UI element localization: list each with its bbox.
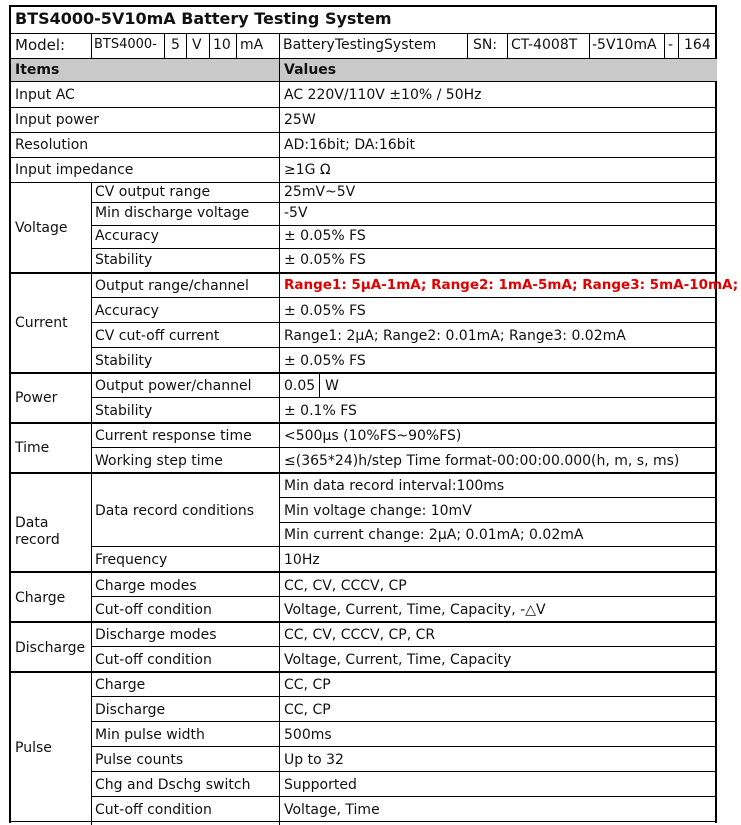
param-label: Pulse counts: [95, 752, 184, 768]
header-values: Values: [284, 62, 337, 78]
sn-spec: -5V10mA: [592, 37, 657, 53]
param-value: CC, CP: [284, 677, 331, 693]
item-label: Resolution: [15, 137, 89, 153]
param-value: Voltage, Time: [284, 802, 380, 818]
page-title: BTS4000-5V10mA Battery Testing System: [15, 9, 392, 28]
model-label: Model:: [15, 36, 66, 54]
param-value: Supported: [284, 777, 357, 793]
param-value: Min current change: 2μA; 0.01mA; 0.02mA: [284, 527, 584, 543]
param-value: CC, CP: [284, 702, 331, 718]
sn-label: SN:: [473, 37, 498, 53]
sn-dash: -: [668, 37, 674, 53]
sn-channels: 164: [684, 37, 711, 53]
group-label-power: Power: [15, 390, 58, 406]
model-system-name: BatteryTestingSystem: [283, 37, 437, 53]
param-value: 10Hz: [284, 552, 320, 568]
param-value: Min data record interval:100ms: [284, 478, 505, 494]
param-value: ± 0.05% FS: [284, 252, 366, 268]
param-label: Cut-off condition: [95, 802, 212, 818]
item-label: Input power: [15, 112, 99, 128]
param-value: Range1: 2μA; Range2: 0.01mA; Range3: 0.02mA: [284, 328, 626, 344]
model-current: 10: [213, 37, 231, 53]
param-value: 25mV~5V: [284, 184, 356, 200]
group-label-pulse: Pulse: [15, 740, 52, 756]
group-label-current: Current: [15, 315, 68, 331]
param-label: Current response time: [95, 428, 252, 444]
param-label: Stability: [95, 353, 153, 369]
param-unit: W: [325, 378, 339, 394]
param-value: CC, CV, CCCV, CP, CR: [284, 627, 436, 643]
param-label: Discharge modes: [95, 627, 217, 643]
param-label: Output range/channel: [95, 278, 249, 294]
param-label: Stability: [95, 403, 153, 419]
group-label-discharge: Discharge: [15, 640, 86, 656]
item-value: ≥1G Ω: [284, 162, 331, 178]
model-voltage-unit: V: [192, 37, 202, 53]
divider: [11, 33, 717, 34]
param-label: Accuracy: [95, 228, 159, 244]
param-value: Voltage, Current, Time, Capacity: [284, 652, 512, 668]
item-value: AD:16bit; DA:16bit: [284, 137, 415, 153]
param-value: Voltage, Current, Time, Capacity, -△V: [284, 602, 546, 618]
param-label: CV output range: [95, 184, 211, 200]
param-label: Output power/channel: [95, 378, 252, 394]
item-label: Input impedance: [15, 162, 134, 178]
group-label-data-record-2: record: [15, 532, 60, 548]
param-value: Min voltage change: 10mV: [284, 503, 472, 519]
param-label: CV cut-off current: [95, 328, 220, 344]
table-header: [11, 59, 717, 81]
spec-sheet: [9, 5, 739, 823]
param-value: Up to 32: [284, 752, 344, 768]
group-label-voltage: Voltage: [15, 220, 68, 236]
model-current-unit: mA: [240, 37, 264, 53]
param-label: Cut-off condition: [95, 652, 212, 668]
param-label: Frequency: [95, 552, 168, 568]
param-value: ± 0.05% FS: [284, 353, 366, 369]
param-label: Data record conditions: [95, 503, 255, 519]
item-label: Input AC: [15, 87, 75, 103]
param-value: ≤(365*24)h/step Time format-00:00:00.000(h, m, s, ms): [284, 453, 680, 469]
sn-code: CT-4008T: [511, 37, 578, 53]
param-label: Min discharge voltage: [95, 205, 250, 221]
param-label: Chg and Dschg switch: [95, 777, 251, 793]
param-value: ± 0.1% FS: [284, 403, 357, 419]
param-value: -5V: [284, 205, 308, 221]
param-label: Accuracy: [95, 303, 159, 319]
param-value-highlight: Range1: 5μA-1mA; Range2: 1mA-5mA; Range3: 5mA-10mA;: [284, 277, 739, 293]
item-value: 25W: [284, 112, 316, 128]
param-value: <500μs (10%FS~90%FS): [284, 428, 462, 444]
param-label: Discharge: [95, 702, 166, 718]
param-value: ± 0.05% FS: [284, 303, 366, 319]
group-label-data-record: Data: [15, 515, 49, 531]
param-label: Cut-off condition: [95, 602, 212, 618]
param-value: ± 0.05% FS: [284, 228, 366, 244]
header-items: Items: [15, 62, 60, 78]
group-label-charge: Charge: [15, 590, 66, 606]
group-label-time: Time: [15, 440, 50, 456]
param-value: 500ms: [284, 727, 332, 743]
model-voltage: 5: [171, 37, 180, 53]
param-value: CC, CV, CCCV, CP: [284, 578, 407, 594]
param-label: Min pulse width: [95, 727, 205, 743]
model-series: BTS4000-: [94, 37, 157, 52]
param-label: Stability: [95, 252, 153, 268]
item-value: AC 220V/110V ±10% / 50Hz: [284, 87, 482, 103]
param-label: Charge: [95, 677, 146, 693]
param-value: 0.05: [284, 378, 316, 394]
param-label: Working step time: [95, 453, 223, 469]
param-label: Charge modes: [95, 578, 197, 594]
